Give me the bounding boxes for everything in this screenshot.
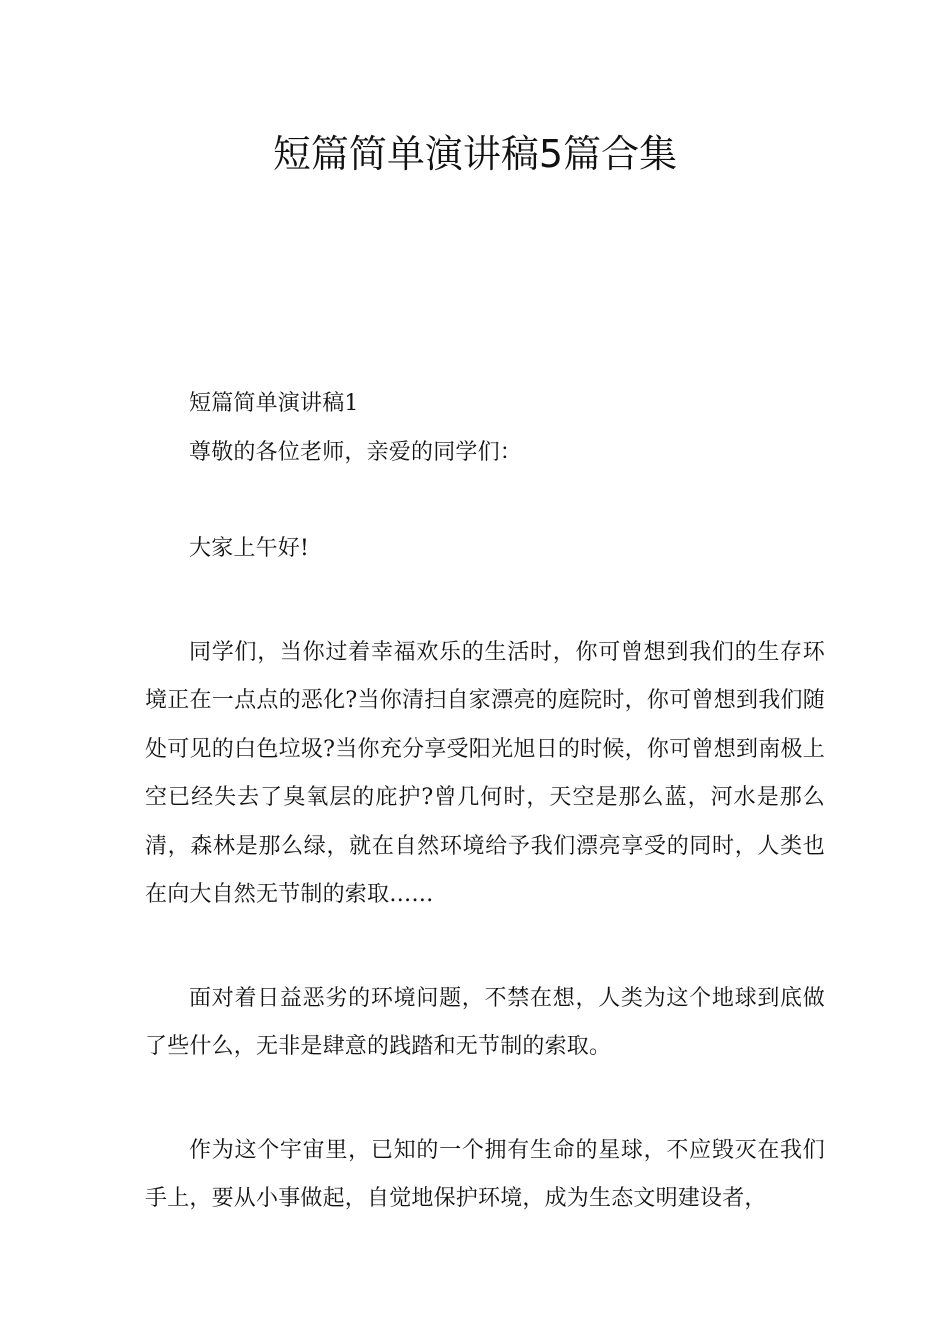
document-title: 短篇简单演讲稿5篇合集 [272, 132, 678, 176]
body-paragraph: 面对着日益恶劣的环境问题，不禁在想，人类为这个地球到底做了些什么，无非是肆意的践踏和无节制的索取。 [145, 985, 825, 1059]
greeting: 大家上午好! [189, 536, 310, 561]
paragraph-spacer [145, 477, 825, 525]
paragraph-spacer [145, 1072, 825, 1127]
salutation: 尊敬的各位老师，亲爱的同学们： [189, 439, 523, 465]
paragraph-spacer [145, 574, 825, 629]
body-paragraph: 作为这个宇宙里，已知的一个拥有生命的星球，不应毁灭在我们手上，要从小事做起，自觉地保护环境，成为生态文明建设者， [145, 1137, 825, 1211]
paragraph-spacer [145, 920, 825, 975]
document-body [145, 380, 825, 1224]
section-heading: 短篇简单演讲稿1 [189, 391, 359, 416]
body-paragraph: 同学们，当你过着幸福欢乐的生活时，你可曾想到我们的生存环境正在一点点的恶化?当你清扫自家漂亮的庭院时，你可曾想到我们随处可见的白色垃圾?当你充分享受阳光旭日的时候，你可曾想到南极上空已经失去了臭氧层的庇护?曾几何时，天空是那么蓝，河水是那么清，森林是那么绿，就在自然环境给予我们漂亮享受的同时，人类也在向大自然无节制的索取…… [145, 639, 825, 907]
